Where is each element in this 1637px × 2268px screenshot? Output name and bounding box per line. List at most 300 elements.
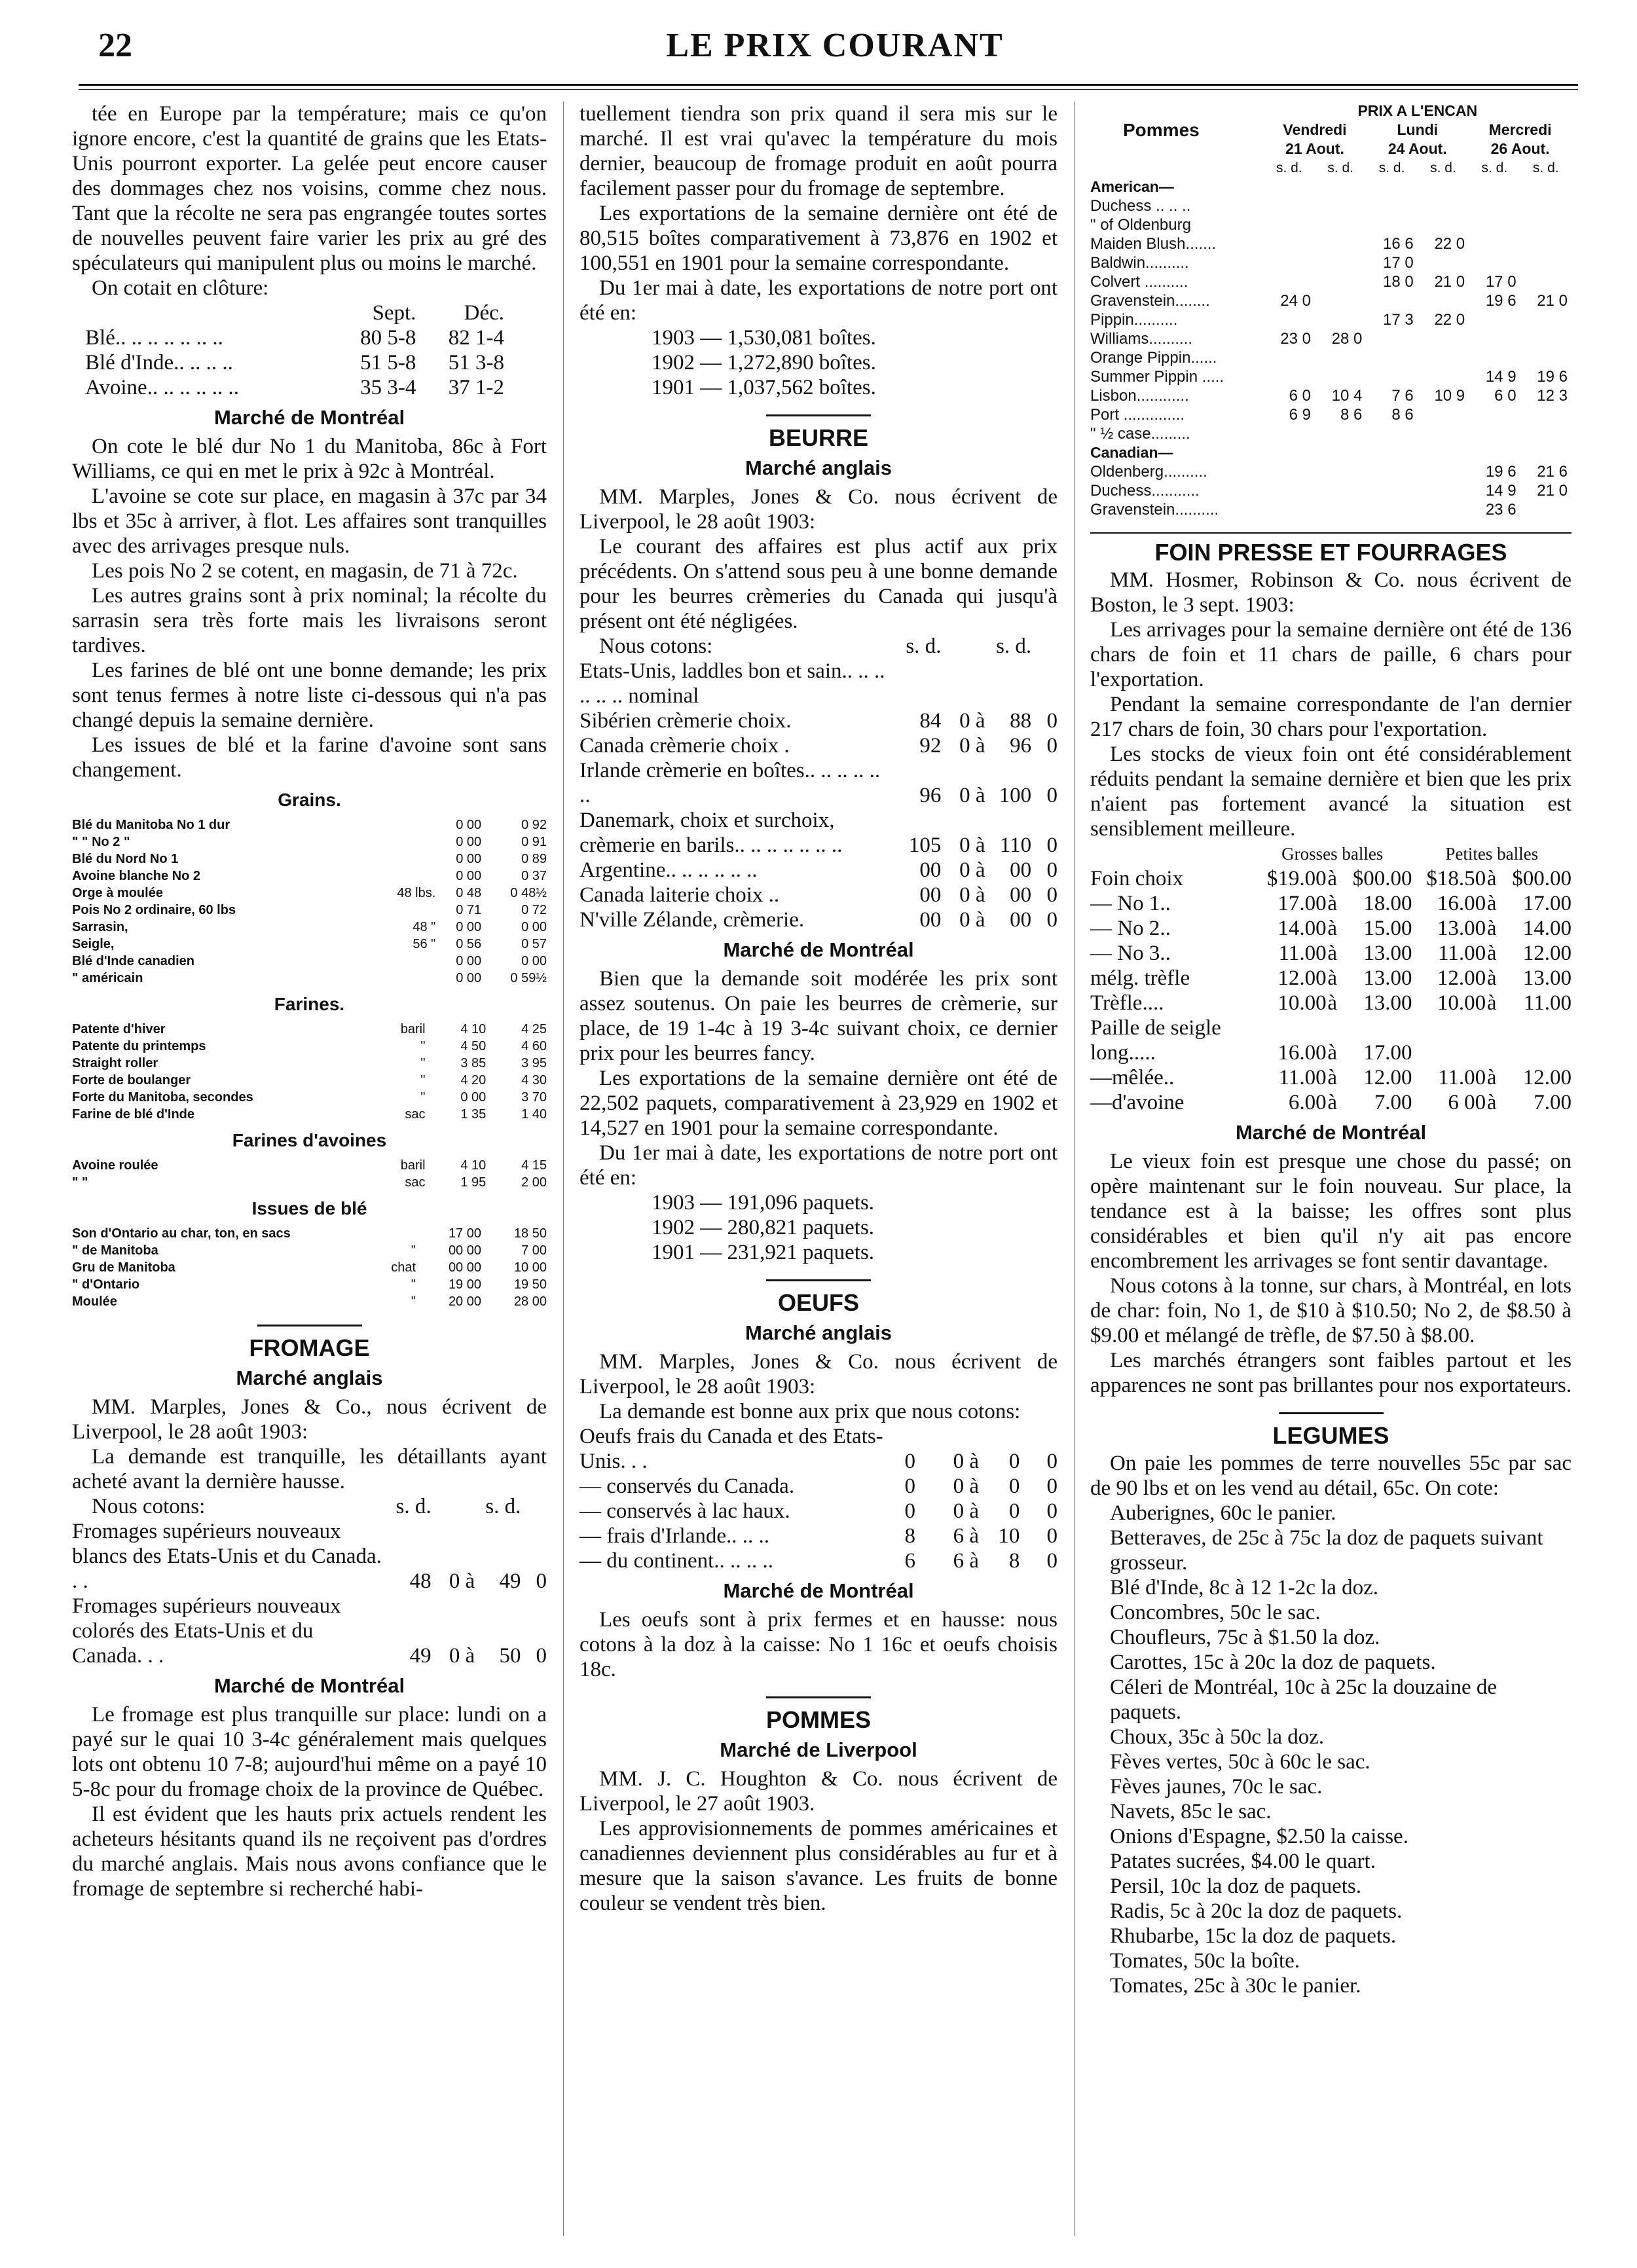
col-header: Sept. <box>372 301 416 325</box>
oeufs-title: OEUFS <box>777 1289 859 1316</box>
section-subheading: Marché de Montréal <box>723 938 914 961</box>
paragraph: Il est évident que les hauts prix actuels rendent les acheteurs hésitants quand ils ne reçoivent pas d'ordres du marché anglais. Mais nous avons confiance que le fromage de septembre si recherché habi- <box>72 1802 547 1901</box>
col-header: Petites balles <box>1445 844 1539 864</box>
encan-row <box>1090 234 1572 253</box>
encan-row <box>1090 272 1572 291</box>
section-subheading: Marché anglais <box>236 1366 383 1389</box>
table-cell: 35 3-4 <box>360 376 416 399</box>
list-line: Persil, 10c la doz de paquets. <box>1110 1875 1361 1898</box>
table-cell: Blé d'Inde.. .. .. .. <box>85 351 233 375</box>
table-cell: à <box>1486 867 1497 890</box>
encan-row <box>1090 329 1572 348</box>
table-cell <box>367 850 436 868</box>
table-row <box>1090 891 1572 916</box>
list-line: Carottes, 15c à 20c la doz de paquets. <box>1110 1651 1436 1674</box>
table-cell <box>1031 659 1058 708</box>
table-cell: 0 48½ <box>510 886 547 900</box>
table-cell <box>895 659 942 708</box>
paragraph: Du 1er mai à date, les exportations de notre port ont été en: <box>579 276 1058 325</box>
sd-header: s. d. <box>906 634 942 658</box>
beurre-anglais-text <box>579 485 1058 634</box>
table-cell: mélg. trèfle <box>1090 966 1190 990</box>
table-row <box>579 1474 1058 1499</box>
table-cell <box>1469 310 1520 329</box>
paragraph: tée en Europe par la température; mais ce qu'on ignore encore, c'est la quantité de grains que les Etats-Unis pourront exporter. La gelée peut encore causer des dommages chez nos voisins, comme chez nous. Tant que la récolte ne sera pas engrangée toutes sortes de nouvelles peuvent faire varier les prix au gré des spéculateurs qui manipulent plus ou moins le marché. <box>72 102 547 275</box>
table-cell <box>1264 462 1315 481</box>
table-cell <box>1264 215 1315 234</box>
table-cell <box>1264 253 1315 272</box>
table-cell: 17 3 <box>1383 311 1414 329</box>
table-cell: Oldenberg.......... <box>1090 463 1207 481</box>
table-cell: —d'avoine <box>1090 1091 1185 1114</box>
paragraph: Le fromage est plus tranquille sur place: lundi on a payé sur le quai 10 3-4c généralement mais quelques lots ont obtenu 10 7-8; aujourd'hui même on a payé 10 5-8c pour du fromage choix de la province de Québec. <box>72 1703 547 1801</box>
table-cell: 6 0 <box>1494 387 1517 405</box>
table-cell <box>367 816 436 833</box>
table-row <box>85 375 504 400</box>
paragraph: MM. Marples, Jones & Co., nous écrivent de Liverpool, le 28 août 1903: <box>72 1395 547 1444</box>
table-cell <box>1469 348 1520 367</box>
table-cell: à <box>1486 966 1497 990</box>
table-cell: long..... <box>1090 1041 1156 1065</box>
table-cell: 00 00 <box>448 1260 481 1275</box>
table-cell: 13.00 <box>1522 966 1572 990</box>
table-cell: 0 00 <box>456 954 482 968</box>
table-cell: 4 30 <box>521 1073 547 1088</box>
table-cell: 7 00 <box>521 1243 547 1258</box>
table-cell: 0 <box>1008 1450 1020 1473</box>
table-cell: 00 00 <box>448 1243 481 1258</box>
table-cell: " " <box>72 1175 88 1190</box>
table-cell <box>1418 481 1469 500</box>
list-line: 1902 — 1,272,890 boîtes. <box>652 351 876 375</box>
table-cell: 96 <box>1010 734 1032 758</box>
table-cell <box>1315 253 1366 272</box>
table-cell <box>1486 1040 1498 1065</box>
table-cell: à <box>1486 942 1497 965</box>
paragraph: La demande est tranquille, les détaillants ayant acheté avant la dernière hausse. <box>72 1445 547 1493</box>
encan-row <box>1090 481 1572 500</box>
list-line: Tomates, 25c à 30c le panier. <box>1110 1974 1361 1998</box>
table-cell <box>1469 215 1520 234</box>
table-cell: 0 à <box>953 1499 980 1523</box>
table-cell: " <box>420 1039 426 1053</box>
table-cell: 49 <box>409 1644 432 1668</box>
table-cell <box>367 970 436 987</box>
table-cell: 10 9 <box>1434 387 1465 405</box>
table-cell: Fromages supérieurs nouveaux blancs des Etats-Unis et du Canada. . . <box>72 1520 382 1593</box>
table-cell <box>1366 215 1417 234</box>
table-cell: 0 92 <box>521 818 547 832</box>
table-row <box>72 1038 547 1055</box>
table-cell: Gravenstein........ <box>1090 292 1210 310</box>
list-line: Radis, 5c à 20c la doz de paquets. <box>1110 1899 1403 1923</box>
table-cell: 49 <box>499 1569 521 1593</box>
table-cell: 0 <box>1046 709 1058 733</box>
table-cell: Maiden Blush....... <box>1090 235 1217 253</box>
table-cell: à <box>1327 1041 1338 1065</box>
table-cell: à <box>1327 1091 1338 1114</box>
table-cell <box>1520 253 1572 272</box>
table-cell: 00 <box>1010 883 1032 907</box>
list-line: Betteraves, de 25c à 75c la doz de paquets suivant grosseur. <box>1110 1526 1543 1575</box>
table-cell: 24 0 <box>1280 292 1311 310</box>
table-cell: 6.00 <box>1288 1091 1327 1114</box>
table-cell: 19 6 <box>1485 292 1517 310</box>
paragraph: Les arrivages pour la semaine dernière ont été de 136 chars de foin et 11 chars de paille, 6 chars pour l'exportation. <box>1090 618 1572 691</box>
col-header: Déc. <box>464 301 504 325</box>
paragraph: MM. Marples, Jones & Co. nous écrivent de Liverpool, le 28 août 1903: <box>579 485 1058 534</box>
table-cell: baril <box>400 1022 426 1036</box>
paragraph: Les marchés étrangers sont faibles partout et les apparences ne sont pas brillantes pour nos exportateurs. <box>1090 1349 1572 1397</box>
table-cell: 0 <box>904 1450 915 1473</box>
table-cell: $18.50 <box>1426 867 1486 890</box>
cloture-table <box>85 301 504 400</box>
table-cell: 84 <box>919 709 942 733</box>
table-cell: 0 <box>1046 858 1058 882</box>
table-row <box>72 936 547 953</box>
list-line: Rhubarbe, 15c la doz de paquets. <box>1110 1924 1397 1948</box>
table-cell <box>941 659 985 708</box>
table-row <box>579 1424 1058 1474</box>
table-cell: 50 <box>499 1644 521 1668</box>
table-cell: 0 48 <box>456 886 482 900</box>
column-1 <box>72 101 547 1901</box>
beurre-exports <box>652 1190 1058 1265</box>
table-cell: 19 50 <box>513 1277 547 1292</box>
table-cell: 0 72 <box>521 903 547 917</box>
table-row <box>72 1174 547 1191</box>
encan-row <box>1090 462 1572 481</box>
table-row <box>72 868 547 885</box>
table-cell <box>1315 310 1366 329</box>
table-cell: Blé d'Inde canadien <box>72 954 195 968</box>
grains-heading: Grains. <box>278 790 341 810</box>
table-cell <box>1366 481 1417 500</box>
table-cell: 19 6 <box>1537 368 1568 386</box>
table-cell <box>1315 367 1366 386</box>
pommes-text <box>579 1766 1058 1916</box>
section-rule <box>766 1279 871 1281</box>
table-cell <box>1315 481 1366 500</box>
table-cell <box>1264 424 1315 443</box>
table-cell: 0 <box>1046 883 1058 907</box>
table-cell <box>1315 291 1366 310</box>
table-cell: Summer Pippin ..... <box>1090 368 1224 386</box>
table-cell: 7.00 <box>1374 1091 1412 1114</box>
table-cell <box>985 659 1032 708</box>
table-cell: 92 <box>919 734 942 758</box>
table-cell <box>1520 196 1572 215</box>
table-cell: 0 à <box>959 908 985 932</box>
table-cell <box>367 953 436 970</box>
fromage-anglais-text <box>72 1395 547 1494</box>
paragraph: L'avoine se cote sur place, en magasin à 37c par 34 lbs et 35c à arriver, à flot. Les affaires sont tranquilles avec des arrivages presque nuls. <box>72 485 547 558</box>
table-cell: Oeufs frais du Canada et des Etats-Unis. . . <box>579 1425 883 1473</box>
day-header: Lundi <box>1397 121 1439 138</box>
table-row <box>72 1106 547 1123</box>
paragraph: MM. Marples, Jones & Co. nous écrivent de Liverpool, le 28 août 1903: <box>579 1350 1058 1399</box>
sd-header: s. d. <box>996 634 1032 658</box>
table-cell: 11.00 <box>1438 1066 1486 1089</box>
table-cell: 6 <box>904 1549 915 1573</box>
table-row <box>579 659 1058 708</box>
table-row <box>72 1242 547 1259</box>
table-cell: 10.00 <box>1437 991 1486 1015</box>
encan-row <box>1090 367 1572 386</box>
table-row <box>72 1225 547 1242</box>
table-cell: 23 0 <box>1280 330 1311 348</box>
table-cell: 0 à <box>959 734 985 758</box>
paragraph: On cote le blé dur No 1 du Manitoba, 86c à Fort Williams, ce qui en met le prix à 92c à Montréal. <box>72 435 547 483</box>
table-cell: 14.00 <box>1278 917 1327 940</box>
table-cell: Farine de blé d'Inde <box>72 1107 195 1122</box>
encan-row <box>1090 500 1572 519</box>
table-cell: 7.00 <box>1534 1091 1572 1114</box>
table-cell: 0 00 <box>521 920 547 934</box>
table-cell: 0 <box>1046 1450 1058 1473</box>
section-subheading: Marché de Montréal <box>213 1674 405 1697</box>
grains-table <box>72 816 547 987</box>
table-cell: 18.00 <box>1363 892 1412 915</box>
table-cell: Port .............. <box>1090 406 1185 424</box>
table-cell <box>1264 234 1315 253</box>
canadian-label: Canadian— <box>1090 444 1173 461</box>
table-cell: 0 <box>1046 784 1058 807</box>
table-cell: Argentine.. .. .. .. .. .. <box>579 858 758 882</box>
table-cell: 28 0 <box>1331 330 1363 348</box>
table-cell: 56 " <box>413 937 436 951</box>
table-cell <box>1418 215 1469 234</box>
table-cell: s. d. <box>1276 160 1302 175</box>
table-cell: 0 <box>904 1474 915 1498</box>
table-cell: Forte de boulanger <box>72 1073 191 1088</box>
table-cell <box>1469 424 1520 443</box>
paragraph: tuellement tiendra son prix quand il sera mis sur le marché. Il est vrai qu'avec la température du mois dernier, beaucoup de fromage produit en août pourra facilement passer pour du fromage de septembre. <box>579 102 1058 200</box>
table-cell <box>1469 329 1520 348</box>
sd-header: s. d. <box>395 1495 432 1518</box>
table-cell: 11.00 <box>1278 1066 1327 1089</box>
table-cell <box>1264 500 1315 519</box>
header-rule-thin <box>79 89 1578 90</box>
table-cell: 0 à <box>953 1450 980 1473</box>
table-cell: 0 00 <box>460 1090 487 1105</box>
table-cell: 17 0 <box>1383 254 1414 272</box>
header-rule <box>79 84 1578 86</box>
table-cell: s. d. <box>1327 160 1354 175</box>
table-cell: — No 2.. <box>1090 917 1171 940</box>
beurre-cotons-table <box>579 634 1058 932</box>
paragraph: Du 1er mai à date, les exportations de notre port ont été en: <box>579 1141 1058 1190</box>
table-cell <box>1418 329 1469 348</box>
table-cell <box>1418 424 1469 443</box>
list-line: Fèves jaunes, 70c le sac. <box>1110 1775 1323 1799</box>
table-cell <box>1412 1015 1486 1040</box>
table-cell: baril <box>400 1158 426 1173</box>
table-cell: Sarrasin, <box>72 920 128 934</box>
table-cell: à <box>1486 1091 1497 1114</box>
section-subheading: Marché anglais <box>745 456 892 479</box>
table-cell: 0 00 <box>456 818 482 832</box>
table-row <box>1090 966 1572 991</box>
table-cell: Etats-Unis, laddles bon et sain.. .. .. .. .. .. nominal <box>579 659 885 708</box>
table-cell: Blé du Manitoba No 1 dur <box>72 818 230 832</box>
table-cell: 13.00 <box>1363 991 1412 1015</box>
paragraph: Les pois No 2 se cotent, en magasin, de 71 à 72c. <box>92 559 518 583</box>
table-row <box>72 833 547 850</box>
table-cell: 1 35 <box>460 1107 487 1122</box>
table-cell <box>1418 253 1469 272</box>
table-cell <box>1315 234 1366 253</box>
farines-table <box>72 1021 547 1123</box>
paragraph: Les oeufs sont à prix fermes et en hausse: nous cotons à la doz à la caisse: No 1 16c et oeufs choisis 18c. <box>579 1608 1058 1681</box>
table-cell <box>1418 348 1469 367</box>
paragraph: La demande est bonne aux prix que nous cotons: <box>599 1400 1021 1423</box>
fromage-title: FROMAGE <box>249 1334 370 1361</box>
table-cell: Sibérien crèmerie choix. <box>579 709 792 733</box>
section-rule <box>766 414 871 416</box>
table-cell: 0 00 <box>456 971 482 985</box>
table-cell: 18 0 <box>1383 273 1414 291</box>
paragraph: Le courant des affaires est plus actif aux prix précédents. On s'attend sous peu à une bonne demande pour les beurres crèmeries du Canada qui jusqu'à présent ont été négligées. <box>579 535 1058 633</box>
list-line: Blé d'Inde, 8c à 12 1-2c la doz. <box>1110 1576 1379 1600</box>
table-cell: 4 25 <box>521 1022 547 1036</box>
table-cell <box>1327 1015 1338 1040</box>
col-header: Grosses balles <box>1281 844 1384 864</box>
farines-avoines-heading: Farines d'avoines <box>232 1130 387 1150</box>
table-cell: " ½ case......... <box>1090 425 1190 443</box>
table-cell: 105 <box>908 833 942 857</box>
table-cell <box>1520 348 1572 367</box>
table-row <box>72 1021 547 1038</box>
table-cell: 3 70 <box>521 1090 547 1105</box>
fromage-cotons-table <box>72 1494 547 1668</box>
table-cell: 6 9 <box>1289 406 1311 424</box>
table-cell: 0 à <box>959 833 985 857</box>
table-cell <box>1520 424 1572 443</box>
montreal-grain-text <box>72 434 547 782</box>
table-cell: 0 <box>1046 1549 1058 1573</box>
paragraph: Les farines de blé ont une bonne demande; les prix sont tenus fermes à notre liste ci-dessous qui n'a pas changé depuis la semaine dernière. <box>72 659 547 732</box>
table-cell: s. d. <box>1532 160 1559 175</box>
foin-text <box>1090 568 1572 841</box>
table-cell <box>1418 291 1469 310</box>
table-cell: 00 <box>919 908 942 932</box>
table-cell: Duchess .. .. .. <box>1090 197 1191 215</box>
table-row <box>72 1276 547 1293</box>
table-cell: Gru de Manitoba <box>72 1260 175 1275</box>
table-cell: 8 6 <box>1340 406 1363 424</box>
table-cell <box>1264 310 1315 329</box>
table-cell: 00 <box>1010 858 1032 882</box>
table-cell <box>1418 196 1469 215</box>
table-cell: 4 10 <box>460 1158 487 1173</box>
table-cell: 15.00 <box>1363 917 1412 940</box>
table-cell <box>367 833 436 850</box>
paragraph: Pendant la semaine correspondante de l'an dernier 217 chars de foin, 30 chars pour l'exportation. <box>1090 693 1572 741</box>
table-cell: 17.00 <box>1522 892 1572 915</box>
table-cell <box>1366 291 1417 310</box>
table-cell: à <box>1486 1066 1497 1089</box>
table-cell: 0 <box>536 1569 547 1593</box>
column-3 <box>1090 101 1572 1998</box>
paragraph: Les approvisionnements de pommes américaines et canadiennes deviennent plus considérables au fur et à mesure que la saison s'avance. Les fruits de bonne couleur se vendent très bien. <box>579 1817 1058 1915</box>
table-cell: 0 à <box>449 1644 475 1668</box>
table-cell: 16.00 <box>1437 892 1486 915</box>
date-header: 21 Aout. <box>1285 140 1344 157</box>
encan-row <box>1090 405 1572 424</box>
table-cell: à <box>1327 991 1338 1015</box>
table-cell: 21 0 <box>1537 292 1568 310</box>
table-row <box>579 1499 1058 1524</box>
table-cell: 0 à <box>959 858 985 882</box>
table-cell <box>1520 234 1572 253</box>
paragraph: Bien que la demande soit modérée les prix sont assez soutenus. On paie les beurres de crèmerie, sur place, de 19 1-4c à 19 3-4c suivant choix, ce dernier prix pour les beurres fancy. <box>579 967 1058 1065</box>
table-cell: — du continent.. .. .. .. <box>579 1549 774 1573</box>
table-cell: 0 <box>1008 1499 1020 1523</box>
table-cell: 0 <box>1008 1474 1020 1498</box>
list-line: Onions d'Espagne, $2.50 la caisse. <box>1110 1825 1408 1848</box>
table-row <box>72 1089 547 1106</box>
table-cell: 14.00 <box>1522 917 1572 940</box>
table-cell: 11.00 <box>1278 942 1327 965</box>
table-cell <box>1338 1015 1412 1040</box>
table-cell: 0 59½ <box>510 971 547 985</box>
table-cell: 48 lbs. <box>397 886 436 900</box>
table-cell: 0 à <box>959 883 985 907</box>
table-cell: 13.00 <box>1437 917 1486 940</box>
date-header: 26 Aout. <box>1490 140 1550 157</box>
table-cell <box>1366 348 1417 367</box>
table-cell: 10.00 <box>1278 991 1327 1015</box>
foin-montreal-text <box>1090 1149 1572 1398</box>
list-line: Auberignes, 60c le panier. <box>1110 1501 1336 1525</box>
column-separator <box>1074 101 1075 2236</box>
fromage-montreal-text <box>72 1702 547 1901</box>
pommes-label: Pommes <box>1123 120 1200 140</box>
table-cell: Avoine roulée <box>72 1158 158 1173</box>
table-cell: Straight roller <box>72 1056 158 1070</box>
table-cell: 48 <box>409 1569 432 1593</box>
table-cell: 21 0 <box>1537 482 1568 500</box>
table-cell: " <box>420 1073 426 1088</box>
table-cell: 00 <box>919 883 942 907</box>
day-header: Vendredi <box>1283 121 1347 138</box>
table-row <box>72 1259 547 1276</box>
beurre-title: BEURRE <box>768 424 868 451</box>
table-cell: — No 1.. <box>1090 892 1171 915</box>
table-cell: 0 <box>1046 1499 1058 1523</box>
table-row <box>72 953 547 970</box>
table-cell: 0 <box>1046 1524 1058 1548</box>
table-cell: Patente du printemps <box>72 1039 206 1053</box>
table-cell: 16.00 <box>1278 1041 1327 1065</box>
section-rule <box>1090 532 1572 534</box>
table-cell <box>1418 405 1469 424</box>
table-cell: 12.00 <box>1363 1066 1412 1089</box>
table-cell <box>1315 462 1366 481</box>
table-cell: 11.00 <box>1438 942 1486 965</box>
list-line: Tomates, 50c la boîte. <box>1110 1949 1300 1973</box>
table-row <box>85 350 504 375</box>
table-cell: 0 <box>1046 734 1058 758</box>
table-cell: 10 <box>998 1524 1020 1548</box>
table-row <box>72 1055 547 1072</box>
table-cell <box>1520 405 1572 424</box>
table-cell: Blé du Nord No 1 <box>72 852 179 866</box>
table-cell: — No 3.. <box>1090 942 1171 965</box>
table-row <box>72 1594 547 1668</box>
table-cell: 80 5-8 <box>360 326 416 350</box>
